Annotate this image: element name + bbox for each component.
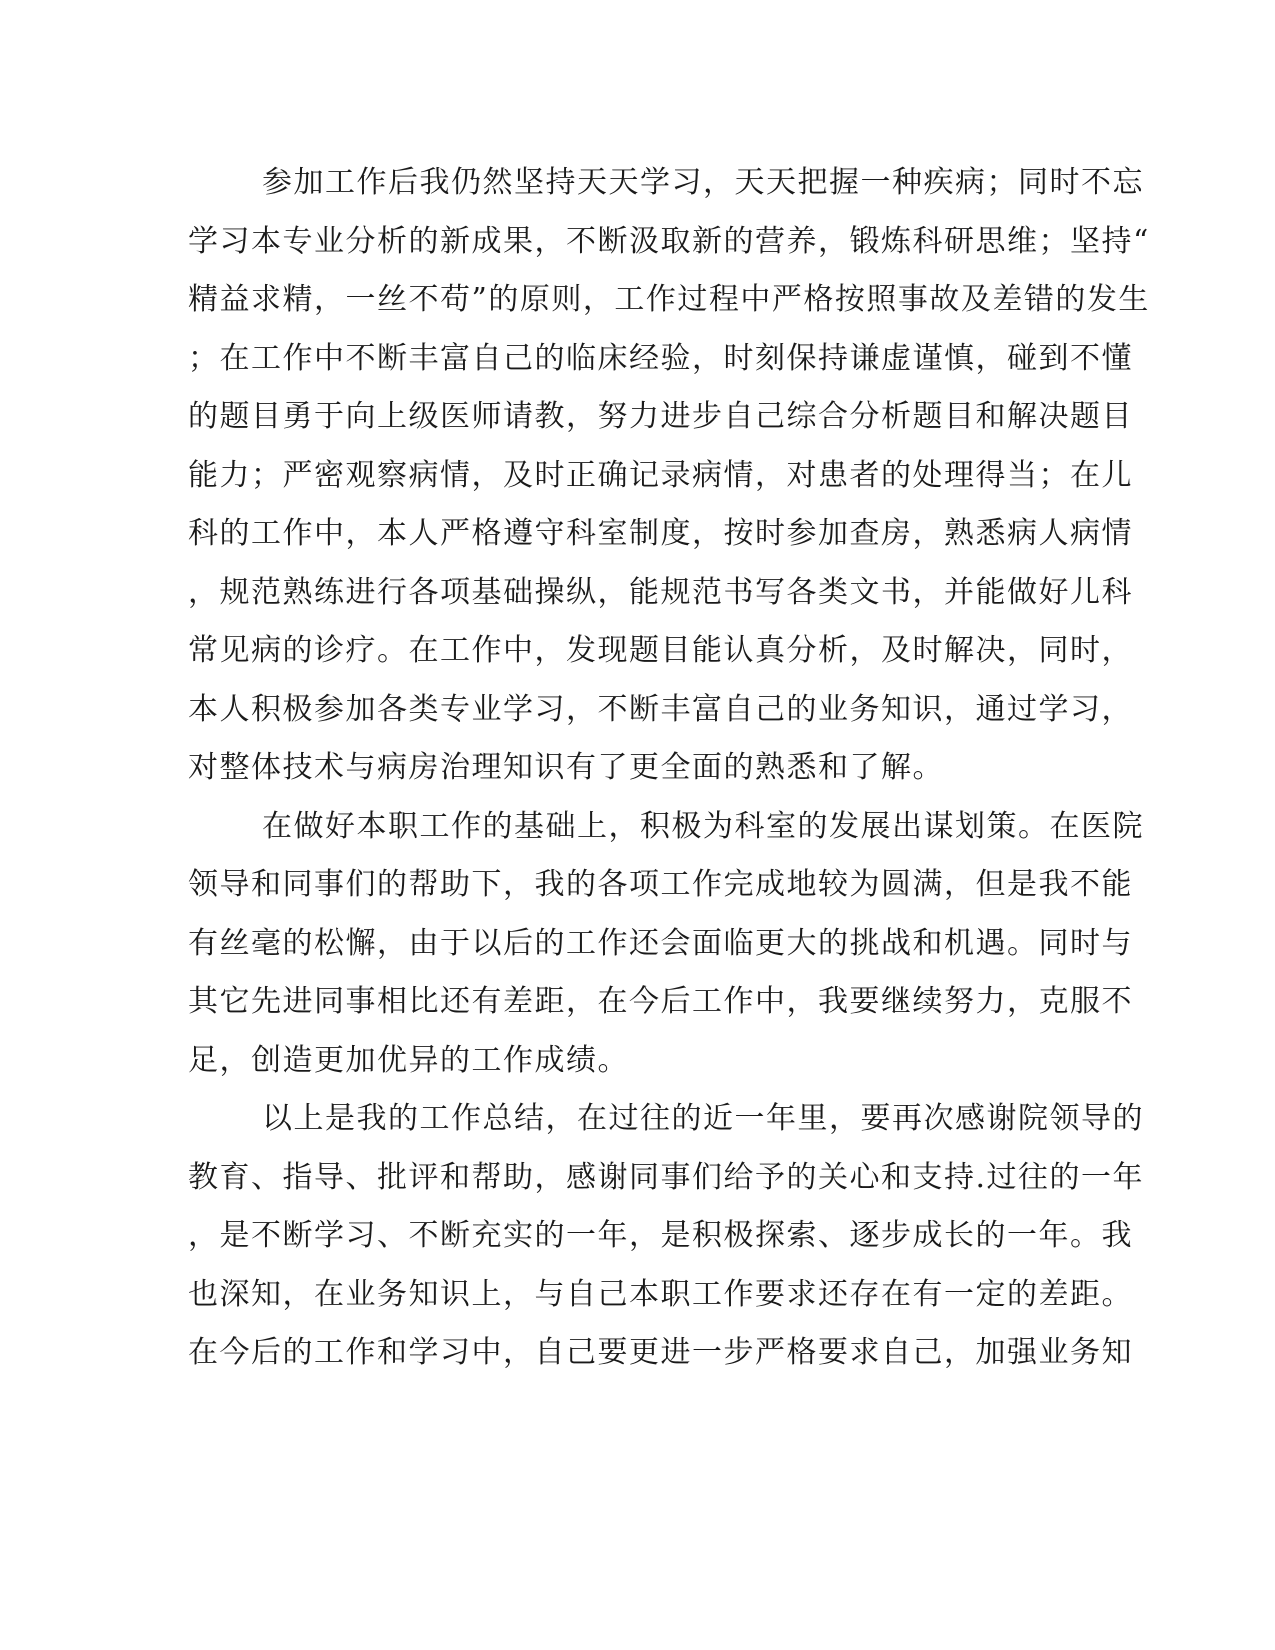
- paragraph-1-line-9: 常见病的诊疗。在工作中，发现题目能认真分析，及时解决，同时，: [188, 633, 1133, 668]
- paragraph-3-line-3: ，是不断学习、不断充实的一年，是积极探索、逐步成长的一年。我: [188, 1218, 1133, 1253]
- paragraph-1-line-2: 学习本专业分析的新成果，不断汲取新的营养，锻炼科研思维；坚持“: [188, 224, 1150, 259]
- paragraph-2-line-3: 有丝毫的松懈，由于以后的工作还会面临更大的挑战和机遇。同时与: [188, 926, 1133, 961]
- paragraph-3-line-1: 以上是我的工作总结，在过往的近一年里，要再次感谢院领导的: [262, 1101, 1144, 1136]
- paragraph-3-line-2: 教育、指导、批评和帮助，感谢同事们给予的关心和支持.过往的一年: [188, 1160, 1145, 1195]
- paragraph-2-line-1: 在做好本职工作的基础上，积极为科室的发展出谋划策。在医院: [262, 809, 1144, 844]
- paragraph-1-line-4: ；在工作中不断丰富自己的临床经验，时刻保持谦虚谨慎，碰到不懂: [188, 341, 1133, 376]
- paragraph-2-line-5: 足，创造更加优异的工作成绩。: [188, 1043, 629, 1078]
- paragraph-1-line-8: ，规范熟练进行各项基础操纵，能规范书写各类文书，并能做好儿科: [188, 575, 1133, 610]
- paragraph-1-line-5: 的题目勇于向上级医师请教，努力进步自己综合分析题目和解决题目: [188, 399, 1133, 434]
- paragraph-1-line-10: 本人积极参加各类专业学习，不断丰富自己的业务知识，通过学习，: [188, 692, 1133, 727]
- paragraph-3-line-5: 在今后的工作和学习中，自己要更进一步严格要求自己，加强业务知: [188, 1335, 1133, 1370]
- paragraph-1-line-1: 参加工作后我仍然坚持天天学习，天天把握一种疾病；同时不忘: [262, 165, 1144, 200]
- paragraph-1-line-3: 精益求精，一丝不苟”的原则，工作过程中严格按照事故及差错的发生: [188, 282, 1150, 317]
- paragraph-2-line-4: 其它先进同事相比还有差距，在今后工作中，我要继续努力，克服不: [188, 984, 1133, 1019]
- paragraph-1-line-11: 对整体技术与病房治理知识有了更全面的熟悉和了解。: [188, 750, 944, 785]
- paragraph-1-line-7: 科的工作中，本人严格遵守科室制度，按时参加查房，熟悉病人病情: [188, 516, 1133, 551]
- paragraph-1-line-6: 能力；严密观察病情，及时正确记录病情，对患者的处理得当；在儿: [188, 458, 1133, 493]
- paragraph-3-line-4: 也深知，在业务知识上，与自己本职工作要求还存在有一定的差距。: [188, 1277, 1133, 1312]
- paragraph-2-line-2: 领导和同事们的帮助下，我的各项工作完成地较为圆满，但是我不能: [188, 867, 1133, 902]
